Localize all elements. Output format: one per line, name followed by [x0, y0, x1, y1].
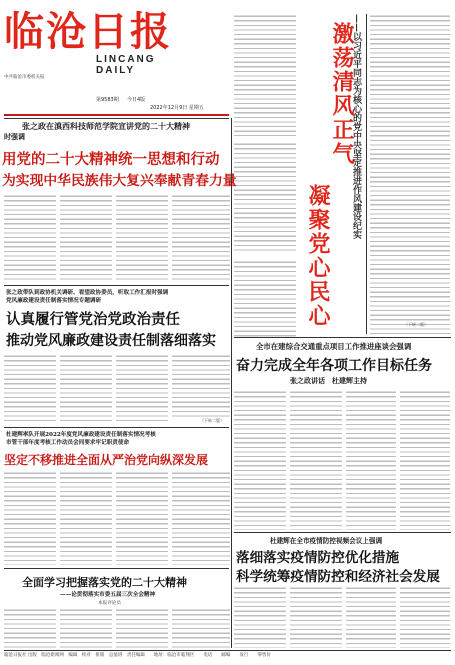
article-column: [370, 14, 450, 334]
article-column: [346, 390, 396, 530]
epidemic-kicker: 杜建辉在全市疫情防控视频会议上强调: [270, 537, 383, 545]
second-kicker-2: 党风廉政建设责任制落实情况专题调研: [6, 298, 102, 304]
article-column: [4, 471, 56, 565]
section-rule: [4, 568, 229, 569]
article-column: [400, 390, 450, 530]
article-column: [234, 142, 296, 254]
epidemic-headline-2: 科学统筹疫情防控和经济社会发展: [236, 569, 440, 585]
masthead-rule: [4, 114, 229, 116]
lead-headline-2: 为实现中华民族伟大复兴奉献青春力量: [2, 173, 237, 189]
article-column: [116, 471, 168, 565]
article-column: [346, 586, 396, 648]
feature-subtitle: ——以习近平同志为核心的党中央坚定推进作风建设纪实: [351, 14, 361, 239]
lead-kicker: 张之政在滇西科技师范学院宣讲党的二十大精神: [22, 121, 190, 131]
feature-subtitle-wrap: [350, 14, 364, 334]
third-kicker: 杜建辉率队开展2022年度党风廉政建设责任制落实情况考核: [6, 432, 156, 438]
article-column: [172, 608, 230, 648]
footer-rule: [4, 650, 451, 651]
meeting-headline: 奋力完成全年各项工作目标任务: [236, 358, 432, 374]
section-rule: [234, 337, 451, 338]
masthead-sponsor: [4, 74, 76, 81]
article-column: [234, 14, 296, 136]
second-headline-1: 认真履行管党治党政治责任: [6, 312, 180, 328]
article-column: [290, 390, 342, 530]
meeting-kicker: 全市在建综合交通重点项目工作推进座谈会强调: [256, 342, 412, 351]
commentary-headline: 全面学习把握落实党的二十大精神: [22, 576, 187, 589]
column-rule: [231, 118, 232, 648]
lead-subkicker: 时强调: [4, 132, 25, 141]
article-column: [4, 194, 56, 282]
article-column: [60, 471, 112, 565]
article-column: [4, 354, 56, 424]
second-sign: （下转二版）: [200, 418, 224, 423]
article-column: [116, 608, 168, 648]
page-count: 今日4版: [126, 97, 146, 103]
section-rule: [4, 118, 229, 119]
second-headline-2: 推动党风廉政建设责任制落细落实: [6, 333, 216, 349]
epidemic-headline-1: 落细落实疫情防控优化措施: [236, 550, 400, 566]
article-column: [400, 586, 450, 648]
article-column: [4, 608, 56, 648]
column-rule: [366, 14, 367, 334]
issue-date: 2022年12月9日: [150, 105, 188, 111]
commentary-subhead: ——论贯彻落实市委五届三次全会精神: [60, 592, 156, 598]
article-column: [234, 586, 286, 648]
newspaper-title: 临沧日报: [4, 8, 172, 55]
second-kicker: 张之政带队到政协机关调研、看望政协委员，听取工作汇报时强调: [6, 290, 169, 296]
vertical-feature: [302, 14, 354, 334]
article-column: [172, 194, 230, 282]
third-headline: 坚定不移推进全面从严治党向纵深发展: [4, 453, 209, 467]
lead-headline-1: 用党的二十大精神统一思想和行动: [2, 152, 220, 168]
masthead-info: [96, 96, 246, 104]
article-column: [60, 354, 112, 424]
section-rule: [4, 427, 229, 428]
section-rule: [4, 285, 229, 286]
article-column: [60, 608, 112, 648]
article-column: [234, 390, 286, 530]
footer-info: 临沧日报社 出版 临沧新闻网 编辑 校对 排版 总值班 责任编辑 地址：临沧市临翔区 电话 邮编 发行 零售价: [4, 653, 271, 658]
third-kicker-2: 市管干部年度考核工作动员会同要求牢记职责使命: [6, 440, 130, 446]
sponsor-text: 中共临沧市委机关报: [4, 75, 45, 80]
article-column: [172, 354, 230, 418]
article-column: [290, 586, 342, 648]
article-column: [116, 354, 168, 424]
section-rule: [234, 532, 451, 533]
issue-number: 第9583期: [96, 97, 119, 103]
feature-headline-1: 激荡清风正气: [329, 22, 354, 166]
feature-headline-2: 凝聚党心民心: [305, 184, 330, 328]
article-column: [116, 194, 168, 282]
masthead: [4, 6, 172, 76]
newspaper-pinyin: LINCANG DAILY: [96, 54, 156, 76]
article-column: [60, 194, 112, 282]
article-column: [172, 471, 230, 565]
meeting-byline: 张之政讲话 杜建辉主持: [290, 376, 367, 385]
issue-weekday: 星期五: [188, 105, 204, 111]
feature-sign: （下转二版）: [404, 322, 428, 327]
article-column: [234, 260, 296, 340]
commentary-byline: 本报评论员: [98, 601, 121, 606]
